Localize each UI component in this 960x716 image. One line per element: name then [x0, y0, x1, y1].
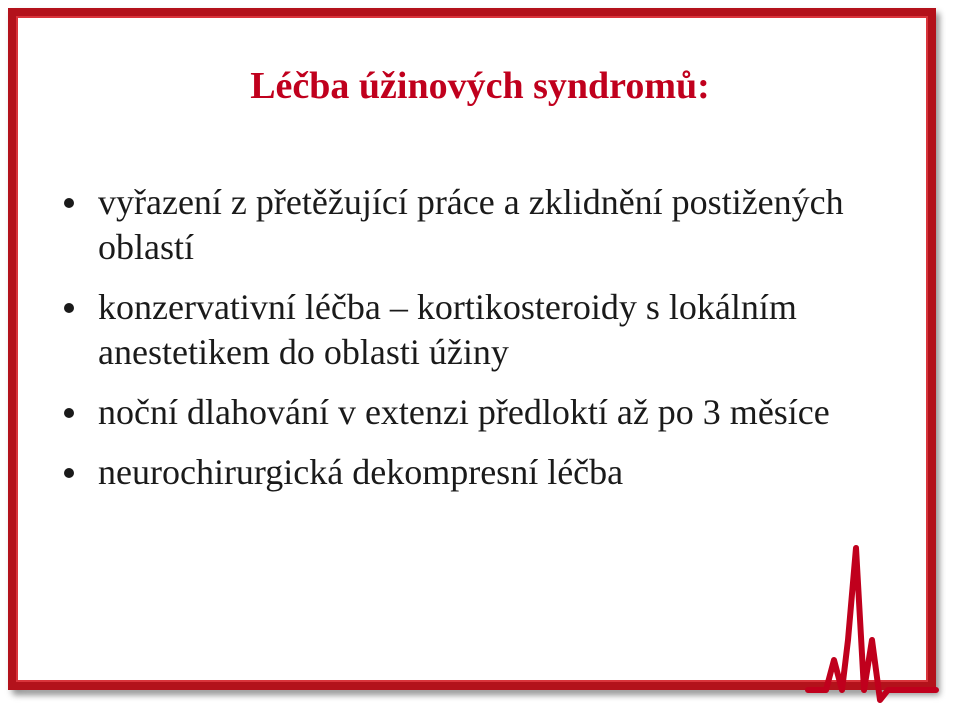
bullet-icon [64, 303, 74, 313]
bullet-icon [64, 468, 74, 478]
bullet-item [58, 450, 858, 495]
bullet-text: vyřazení z přetěžující práce a zklidnění postižených oblastí [98, 182, 844, 267]
bullet-text: noční dlahování v extenzi předloktí až po 3 měsíce [98, 392, 830, 432]
bullet-item [58, 285, 858, 375]
bullet-text: neurochirurgická dekompresní léčba [98, 452, 624, 492]
bullet-list [58, 180, 858, 510]
bullet-icon [64, 408, 74, 418]
bullet-icon [64, 198, 74, 208]
bullet-text: konzervativní léčba – kortikosteroidy s lokálním anestetikem do oblasti úžiny [98, 287, 797, 372]
slide-title: Léčba úžinových syndromů: [250, 65, 710, 107]
bullet-item [58, 390, 858, 435]
bullet-item [58, 180, 858, 270]
